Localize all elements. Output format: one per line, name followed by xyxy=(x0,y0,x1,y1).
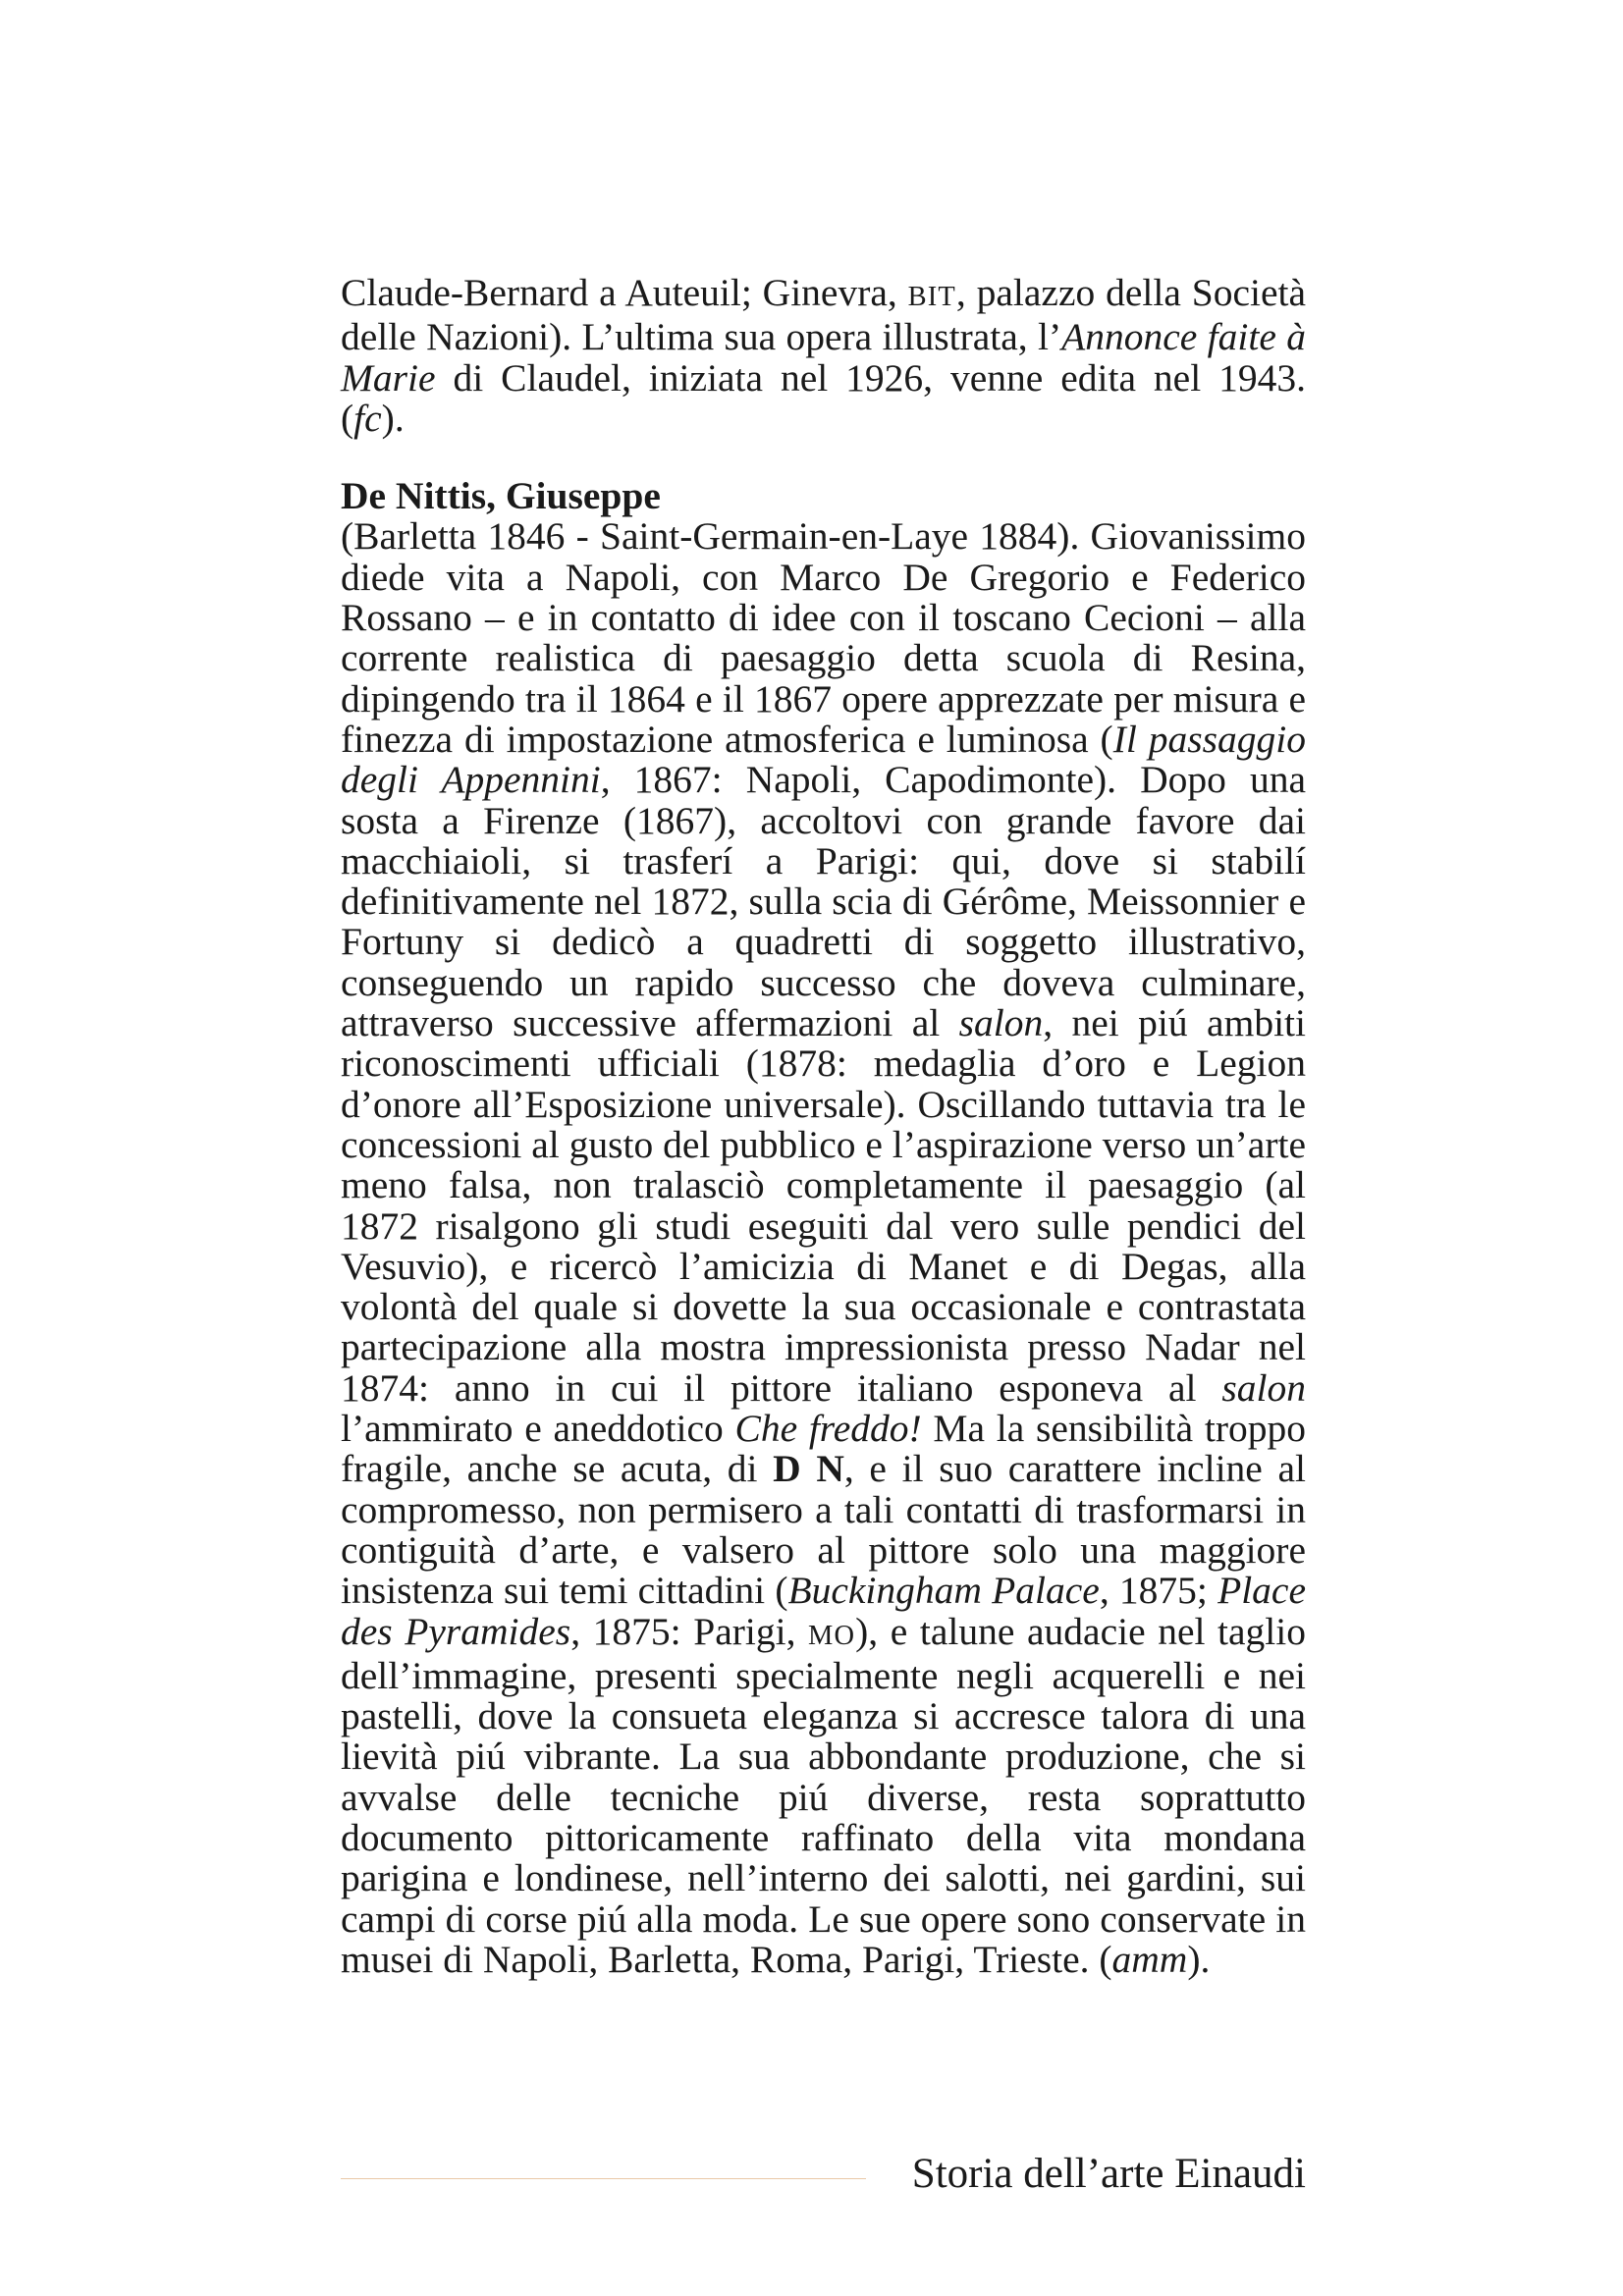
text-run: , 1867: Napoli, Capodimonte). Dopo una sosta a Firenze (1867), accoltovi con grande favore dai macchiaioli, si trasferí a Parigi: qui, dove si stabilí definitivamente nel 1872, sulla scia di Gérôme, Meissonnier e Fortuny si dedicò a quadretti di soggetto illustrativo, conseguendo un rapido successo che doveva culminare, attraverso successive affermazioni al xyxy=(341,758,1306,1045)
entry-heading: De Nittis, Giuseppe xyxy=(341,474,661,518)
work-title: Place des Pyramides xyxy=(341,1569,1306,1653)
main-text-column xyxy=(341,273,1306,1980)
text-run: ), e talune audacie nel taglio dell’immagine, presenti specialmente negli acquerelli e nei pastelli, dove la consueta eleganza si accresce talora di una lievità piú vibrante. La sua abbondante produzione, che si avvalse delle tecniche piú diverse, resta soprattutto documento pittoricamente raffinato della vita mondana parigina e londinese, nell’interno dei salotti, nei gardini, sui campi di corse piú alla moda. Le sue opere sono conservate in musei di Napoli, Barletta, Roma, Parigi, Trieste. ( xyxy=(341,1609,1307,1981)
text-run: , e il suo carattere incline al compromesso, non permisero a tali contatti di trasformarsi in contiguità d’arte, e valsero al pittore solo una maggiore insistenza sui temi cittadini ( xyxy=(341,1447,1306,1613)
text-run: , nei piú ambiti riconoscimenti ufficiali (1878: medaglia d’oro e Legion d’onore all’Esposizione universale). Oscillando tuttavia tra le concessioni al gusto del pubblico e l’aspirazione verso un’arte meno falsa, non tralasciò completamente il paesaggio (al 1872 risalgono gli studi eseguiti dal vero sulle pendici del Vesuvio), e ricercò l’amicizia di Manet e di Degas, alla volontà del quale si dovette la sua occasionale e contrastata partecipazione alla mostra impressionista presso Nadar nel 1874: anno in cui il pittore italiano esponeva al xyxy=(341,1001,1306,1410)
text-run: ). xyxy=(1187,1937,1211,1981)
abbreviation-bit: BIT xyxy=(907,282,956,312)
work-title: Che freddo! xyxy=(734,1407,922,1451)
work-title: Annonce faite à Marie xyxy=(341,315,1306,400)
text-run: , 1875: Parigi, xyxy=(570,1609,809,1653)
abbreviation-mo: MO xyxy=(808,1620,856,1651)
footer-title: Storia dell’arte Einaudi xyxy=(911,2151,1306,2197)
work-title: Il passaggio degli Appennini xyxy=(341,717,1306,802)
artist-abbreviation: D N xyxy=(773,1447,844,1491)
previous-entry-continuation xyxy=(341,273,1306,439)
text-run: , palazzo della Società delle Nazioni). L’ultima sua opera illustrata, l’ xyxy=(341,271,1306,359)
work-title: salon xyxy=(958,1001,1044,1045)
author-initials: amm xyxy=(1111,1937,1188,1981)
text-run: di Claudel, iniziata nel 1926, venne edita nel 1943. ( xyxy=(341,355,1306,440)
work-title: Buckingham Palace xyxy=(787,1569,1100,1613)
text-run: Claude-Bernard a Auteuil; Ginevra, xyxy=(341,271,908,314)
entry-body xyxy=(341,516,1306,1980)
footer-rule xyxy=(341,2178,866,2179)
page-footer xyxy=(341,2150,1306,2199)
text-run: , 1875; xyxy=(1099,1569,1218,1613)
text-run: ). xyxy=(381,396,405,440)
work-title: salon xyxy=(1221,1365,1306,1410)
text-run: (Barletta 1846 - Saint-Germain-en-Laye 1884). Giovanissimo diede vita a Napoli, con Marco De Gregorio e Federico Rossano – e in contatto di idee con il toscano Cecioni – alla corrente realistica di paesaggio detta scuola di Resina, dipingendo tra il 1864 e il 1867 opere apprezzate per misura e finezza di impostazione atmosferica e luminosa ( xyxy=(341,514,1306,761)
author-initials: fc xyxy=(353,396,382,440)
text-run: l’ammirato e aneddotico xyxy=(341,1407,735,1451)
text-run: Ma la sensibilità troppo fragile, anche se acuta, di xyxy=(341,1407,1306,1491)
